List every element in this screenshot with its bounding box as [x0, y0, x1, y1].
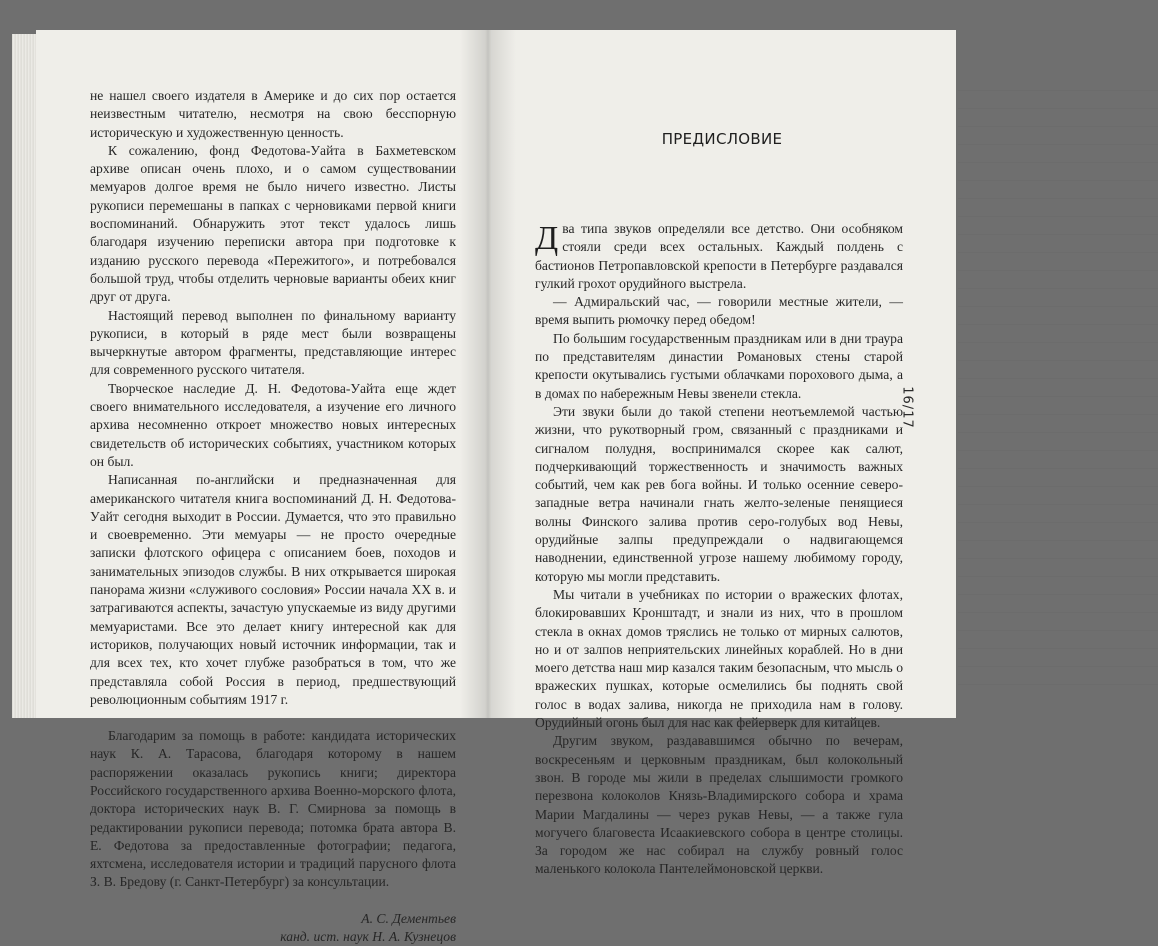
open-book	[12, 30, 956, 945]
opening-text: ва типа звуков определяли все детство. Они особняком стояли среди всех остальных. Каждый полдень с бастионов Петропавловской крепости в Петербурге раздавался гулкий грохот орудийного выстрела.	[535, 221, 903, 291]
paragraph: — Адмиральский час, — говорили местные жители, — время выпить рюмочку перед обедом!	[535, 294, 903, 328]
paragraph: Творческое наследие Д. Н. Федотова-Уайта еще ждет своего внимательного исследователя, а изучение его личного архива несомненно откроет множество новых интересных свидетельств об исторических событиях, участником которых он был.	[90, 380, 456, 469]
page-number: 16/17	[899, 386, 915, 429]
paragraph: Мы читали в учебниках по истории о вражеских флотах, блокировавших Кронштадт, и знали из них, что в прошлом стекла в окнах домов тряслись не только от мирных салютов, но и от залпов неприятельских линейных кораблей. Но в дни моего детства наш мир казался таким безопасным, что мысль о вражеских пушках, которые осмелились бы поднять свой голос в водах залива, никогда не приходила нам в голову. Орудийный огонь был для нас как фейерверк для китайцев.	[535, 586, 903, 731]
paragraph: Настоящий перевод выполнен по финальному варианту рукописи, в который в ряде мест были возвращены вычеркнутые автором фрагменты, представляющие интерес для современного русского читателя.	[90, 307, 456, 378]
left-page-text	[90, 87, 456, 946]
signature-author: А. С. Дементьев	[361, 910, 456, 926]
paragraph: Другим звуком, раздававшимся обычно по вечерам, воскресеньям и церковным праздникам, был колокольный звон. В городе мы жили в пределах слышимости громкого перезвона колоколов Князь-Владимирского собора и храма Марии Магдалины — через рукав Невы, — а также гула могучего благовеста Исаакиевского собора в центре столицы. За городом же нас собирал на службу ровный голос маленького колокола Пантелеймоновской церкви.	[535, 733, 903, 877]
book-gutter	[460, 30, 516, 718]
paragraph: По большим государственным праздникам или в дни траура по представителям династии Романовых стены старой крепости окутывались густыми облачками порохового дыма, а в домах по набережным Невы звенели стекла.	[535, 330, 903, 401]
left-page	[36, 30, 488, 945]
acknowledgements-paragraph: Благодарим за помощь в работе: кандидата исторических наук К. А. Тарасова, благодаря которому в нашем распоряжении оказалась рукопись книги; директора Российского государственного архива Военно-морского флота, доктора исторических наук В. Г. Смирнова за помощь в редактировании рукописи перевода; потомка брата автора В. Е. Федотова за предоставленные фотографии; педагога, яхтсмена, исследователя истории и традиций парусного флота З. В. Бредову (г. Санкт-Петербург) за консультации.	[90, 728, 456, 890]
drop-cap: Д	[535, 220, 559, 257]
paragraph: не нашел своего издателя в Америке и до сих пор остается неизвестным читателю, несмотря на свою бесспорную историческую и художественную ценность.	[90, 88, 456, 140]
right-page-text	[535, 220, 903, 879]
right-page	[488, 30, 956, 877]
paragraph: Эти звуки были до такой степени неотъемлемой частью жизни, что рукотворный гром, связанный с праздниками и сигналом полудня, воспринимался скорее как салют, подчеркивающий торжественность и значимость важных событий, чем как рев бога войны. И только осенние северо-западные ветра начинали гнать желто-зеленые пенящиеся волны Финского залива против серо-голубых вод Невы, орудийные залпы предупреждали о надвигающемся наводнении, единственной угрозе нашему любимому городу, которую мы могли представить.	[535, 403, 903, 584]
paragraph: К сожалению, фонд Федотова-Уайта в Бахметевском архиве описан очень плохо, и о самом существовании мемуаров долгое время не было ничего известно. Листы рукописи перемешаны в папках с черновиками первой книги воспоминаний. Обнаружить этот текст удалось лишь благодаря изучению переписки автора при подготовке к изданию русского перевода «Пережитого», и потребовался большой труд, чтобы отделить черновые варианты обеих книг друг от друга.	[90, 142, 456, 305]
chapter-title: ПРЕДИСЛОВИЕ	[661, 130, 783, 148]
paragraph: Написанная по-английски и предназначенная для американского читателя книга воспоминаний Д. Н. Федотова-Уайт сегодня выходит в России. Думается, что это правильно и своевременно. Эти мемуары — не просто очередные записки флотского офицера с описанием боев, походов и занимательных эпизодов службы. В них открывается широкая панорама жизни «служивого сословия» России начала XX в. и затрагиваются аспекты, зачастую упускаемые из виду другими мемуаристами. Все это делает книгу интересной как для историков, получающих новый источник информации, так и для всех тех, кто хочет глубже разобраться в том, что же представляла собой Россия в период, предшествующий революционным событиям 1917 г.	[90, 472, 456, 707]
signature-editor: канд. ист. наук Н. А. Кузнецов	[280, 929, 456, 945]
opening-paragraph	[535, 220, 903, 293]
